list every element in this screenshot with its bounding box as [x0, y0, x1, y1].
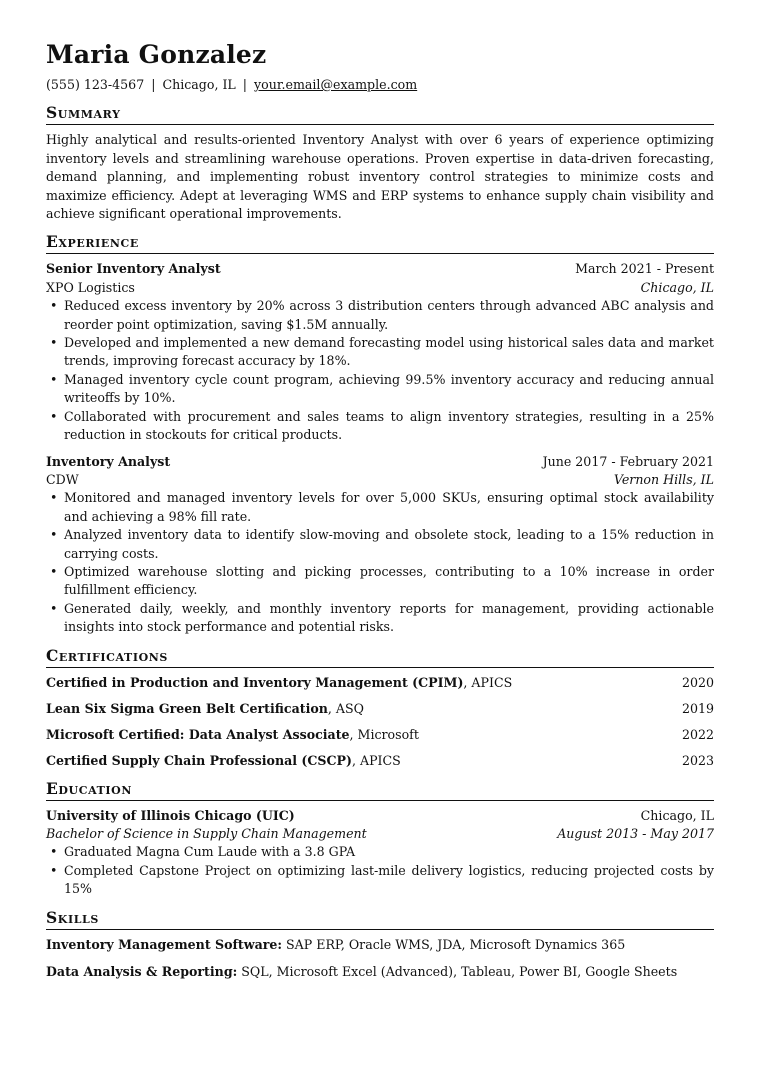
certification-name: Certified in Production and Inventory Management (CPIM) [46, 674, 464, 690]
list-item: • Developed and implemented a new demand forecasting model using historical sales data and market trends, improving forecast accuracy by 18%. [64, 334, 714, 371]
skill-list: SAP ERP, Oracle WMS, JDA, Microsoft Dynamics 365 [282, 936, 626, 952]
certification-row [46, 674, 714, 692]
certification-year: 2023 [681, 752, 714, 768]
experience-heading: Experience [46, 233, 714, 254]
certification-row [46, 752, 714, 770]
summary-heading: Summary [46, 104, 714, 125]
education-dates: August 2013 - May 2017 [557, 825, 714, 841]
skill-row [46, 963, 714, 981]
job-dates: June 2017 - February 2021 [542, 453, 714, 469]
list-item: • Analyzed inventory data to identify slow-moving and obsolete stock, leading to a 15% reduction in carrying costs. [64, 526, 714, 563]
job-title: Senior Inventory Analyst [46, 261, 221, 277]
summary-text: Highly analytical and results-oriented Inventory Analyst with over 6 years of experience optimizing inventory levels and streamlining warehouse operations. Proven expertise in data-driven forecasting, demand planning, and implementing robust inventory control strategies to minimize costs and maximize efficiency. Adept at leveraging WMS and ERP systems to enhance supply chain visibility and achieve significant operational improvements. [46, 132, 714, 222]
education-heading: Education [46, 780, 714, 801]
job-entry [46, 260, 714, 444]
job-location: Vernon Hills, IL [613, 471, 714, 487]
job-dates: March 2021 - Present [575, 261, 714, 277]
certification-name: Lean Six Sigma Green Belt Certification [46, 700, 328, 716]
skills-heading: Skills [46, 909, 714, 930]
list-item: • Completed Capstone Project on optimizing last-mile delivery logistics, reducing projected costs by 15% [64, 862, 714, 899]
phone-number: (555) 123-4567 [46, 77, 145, 92]
email-link[interactable]: your.email@example.com [254, 77, 418, 92]
job-entry [46, 453, 714, 637]
job-location: Chicago, IL [640, 279, 714, 295]
list-item: • Generated daily, weekly, and monthly inventory reports for management, providing actionable insights into stock performance and potential risks. [64, 600, 714, 637]
certification-row [46, 700, 714, 718]
list-item: • Reduced excess inventory by 20% across 3 distribution centers through advanced ABC analysis and reorder point optimization, saving $1.5M annually. [64, 297, 714, 334]
skill-list: SQL, Microsoft Excel (Advanced), Tableau, Power BI, Google Sheets [237, 964, 678, 979]
certification-year: 2022 [681, 726, 714, 742]
certifications-heading: Certifications [46, 647, 714, 668]
company-name: XPO Logistics [46, 279, 135, 295]
list-item: • Managed inventory cycle count program, achieving 99.5% inventory accuracy and reducing annual writeoffs by 10%. [64, 371, 714, 408]
certification-row [46, 726, 714, 744]
skill-row [46, 936, 714, 954]
job-bullets [46, 489, 714, 636]
contact-line [46, 76, 714, 94]
certification-issuer: , APICS [351, 752, 401, 768]
degree: Bachelor of Science in Supply Chain Management [46, 825, 367, 841]
list-item: • Graduated Magna Cum Laude with a 3.8 GPA [64, 843, 714, 861]
school-name: University of Illinois Chicago (UIC) [46, 807, 295, 823]
certification-name: Microsoft Certified: Data Analyst Associate [46, 726, 350, 742]
job-title: Inventory Analyst [46, 453, 171, 469]
certification-year: 2020 [681, 674, 714, 690]
list-item: • Monitored and managed inventory levels for over 5,000 SKUs, ensuring optimal stock availability and achieving a 98% fill rate. [64, 489, 714, 526]
skill-category: Data Analysis & Reporting: [46, 964, 238, 979]
company-name: CDW [46, 471, 79, 487]
skill-category: Inventory Management Software: [46, 936, 283, 952]
certification-issuer: , Microsoft [349, 726, 419, 742]
certification-issuer: , APICS [463, 674, 513, 690]
certification-year: 2019 [681, 700, 714, 716]
certification-name: Certified Supply Chain Professional (CSCP) [46, 752, 352, 768]
separator: | [151, 77, 156, 92]
certification-issuer: , ASQ [327, 700, 364, 716]
separator: | [242, 77, 248, 92]
location: Chicago, IL [162, 77, 236, 92]
school-location: Chicago, IL [640, 807, 714, 823]
list-item: • Collaborated with procurement and sales teams to align inventory strategies, resulting in a 25% reduction in stockouts for critical products. [64, 408, 714, 445]
education-bullets [46, 843, 714, 898]
job-bullets [46, 297, 714, 444]
list-item: • Optimized warehouse slotting and picking processes, contributing to a 10% increase in order fulfillment efficiency. [64, 563, 714, 600]
candidate-name: Maria Gonzalez [46, 40, 267, 69]
